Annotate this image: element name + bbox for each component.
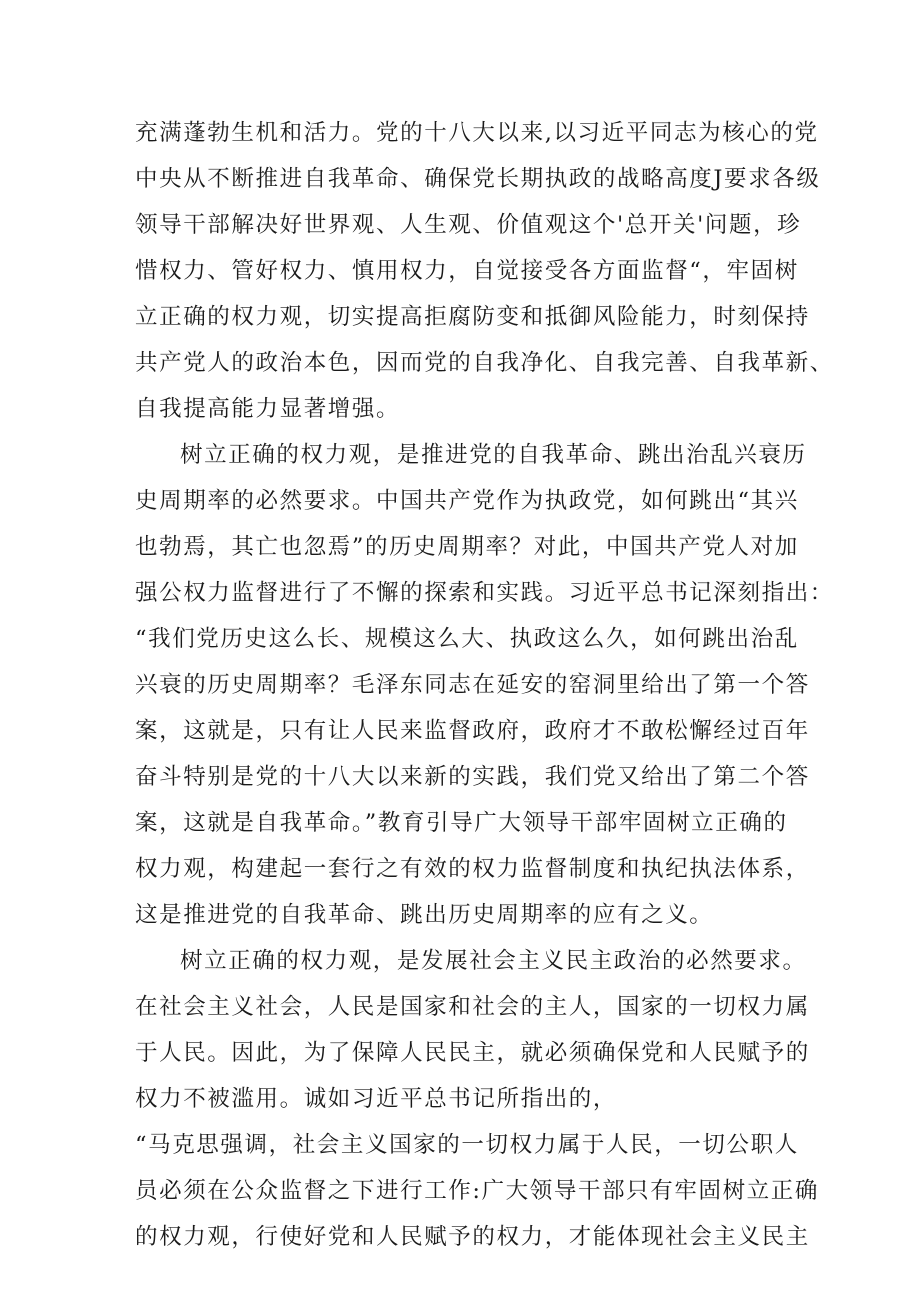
text-line: 奋斗特别是党的十八大以来新的实践，我们党又给出了第二个答	[135, 764, 810, 790]
text-line: 自我提高能力显著增强。	[135, 396, 401, 422]
text-line: 的权力观，行使好党和人民赋予的权力，才能体现社会主义民主	[135, 1224, 810, 1250]
text-line: 于人民。因此，为了保障人民民主，就必须确保党和人民赋予的	[135, 1040, 810, 1066]
text-line: 在社会主义社会，人民是国家和社会的主人，国家的一切权力属	[135, 994, 810, 1020]
text-line: 中央从不断推进自我革命、确保党长期执政的战略高度J要求各级	[135, 166, 821, 192]
text-line: “马克思强调，社会主义国家的一切权力属于人民，一切公职人	[135, 1132, 799, 1158]
text-line: 领导干部解决好世界观、人生观、价值观这个'总开关'问题，珍	[135, 212, 802, 238]
text-line: 也勃焉，其亡也忽焉”的历史周期率？对此，中国共产党人对加	[135, 534, 799, 560]
text-line: 史周期率的必然要求。中国共产党作为执政党，如何跳出“其兴	[135, 488, 799, 514]
paragraph-start-line: 树立正确的权力观，是推进党的自我革命、跳出治乱兴衰历	[180, 442, 807, 468]
text-line: 强公权力监督进行了不懈的探索和实践。习近平总书记深刻指出：	[135, 580, 834, 606]
text-line: 兴衰的历史周期率？毛泽东同志在延安的窑洞里给出了第一个答	[135, 672, 810, 698]
text-line: 权力观，构建起一套行之有效的权力监督制度和执纪执法体系，	[135, 856, 810, 882]
text-line: 这是推进党的自我革命、跳出历史周期率的应有之义。	[135, 902, 714, 928]
paragraph-start-line: 树立正确的权力观，是发展社会主义民主政治的必然要求。	[180, 948, 807, 974]
text-line: 员必须在公众监督之下进行工作:广大领导干部只有牢固树立正确	[135, 1178, 819, 1204]
text-line: 案，这就是自我革命。”教育引导广大领导干部牢固树立正确的	[135, 810, 788, 836]
text-line: 充满蓬勃生机和活力。党的十八大以来,以习近平同志为核心的党	[135, 120, 819, 146]
text-line: 案，这就是，只有让人民来监督政府，政府才不敢松懈经过百年	[135, 718, 810, 744]
text-line: 共产党人的政治本色，因而党的自我净化、自我完善、自我革新、	[135, 350, 834, 376]
text-line: 立正确的权力观，切实提高拒腐防变和抵御风险能力，时刻保持	[135, 304, 810, 330]
text-line: 惜权力、管好权力、慎用权力，自觉接受各方面监督“，牢固树	[135, 258, 799, 284]
text-line: “我们党历史这么长、规模这么大、执政这么久，如何跳出治乱	[135, 626, 799, 652]
text-line: 权力不被滥用。诚如习近平总书记所指出的，	[135, 1086, 618, 1112]
